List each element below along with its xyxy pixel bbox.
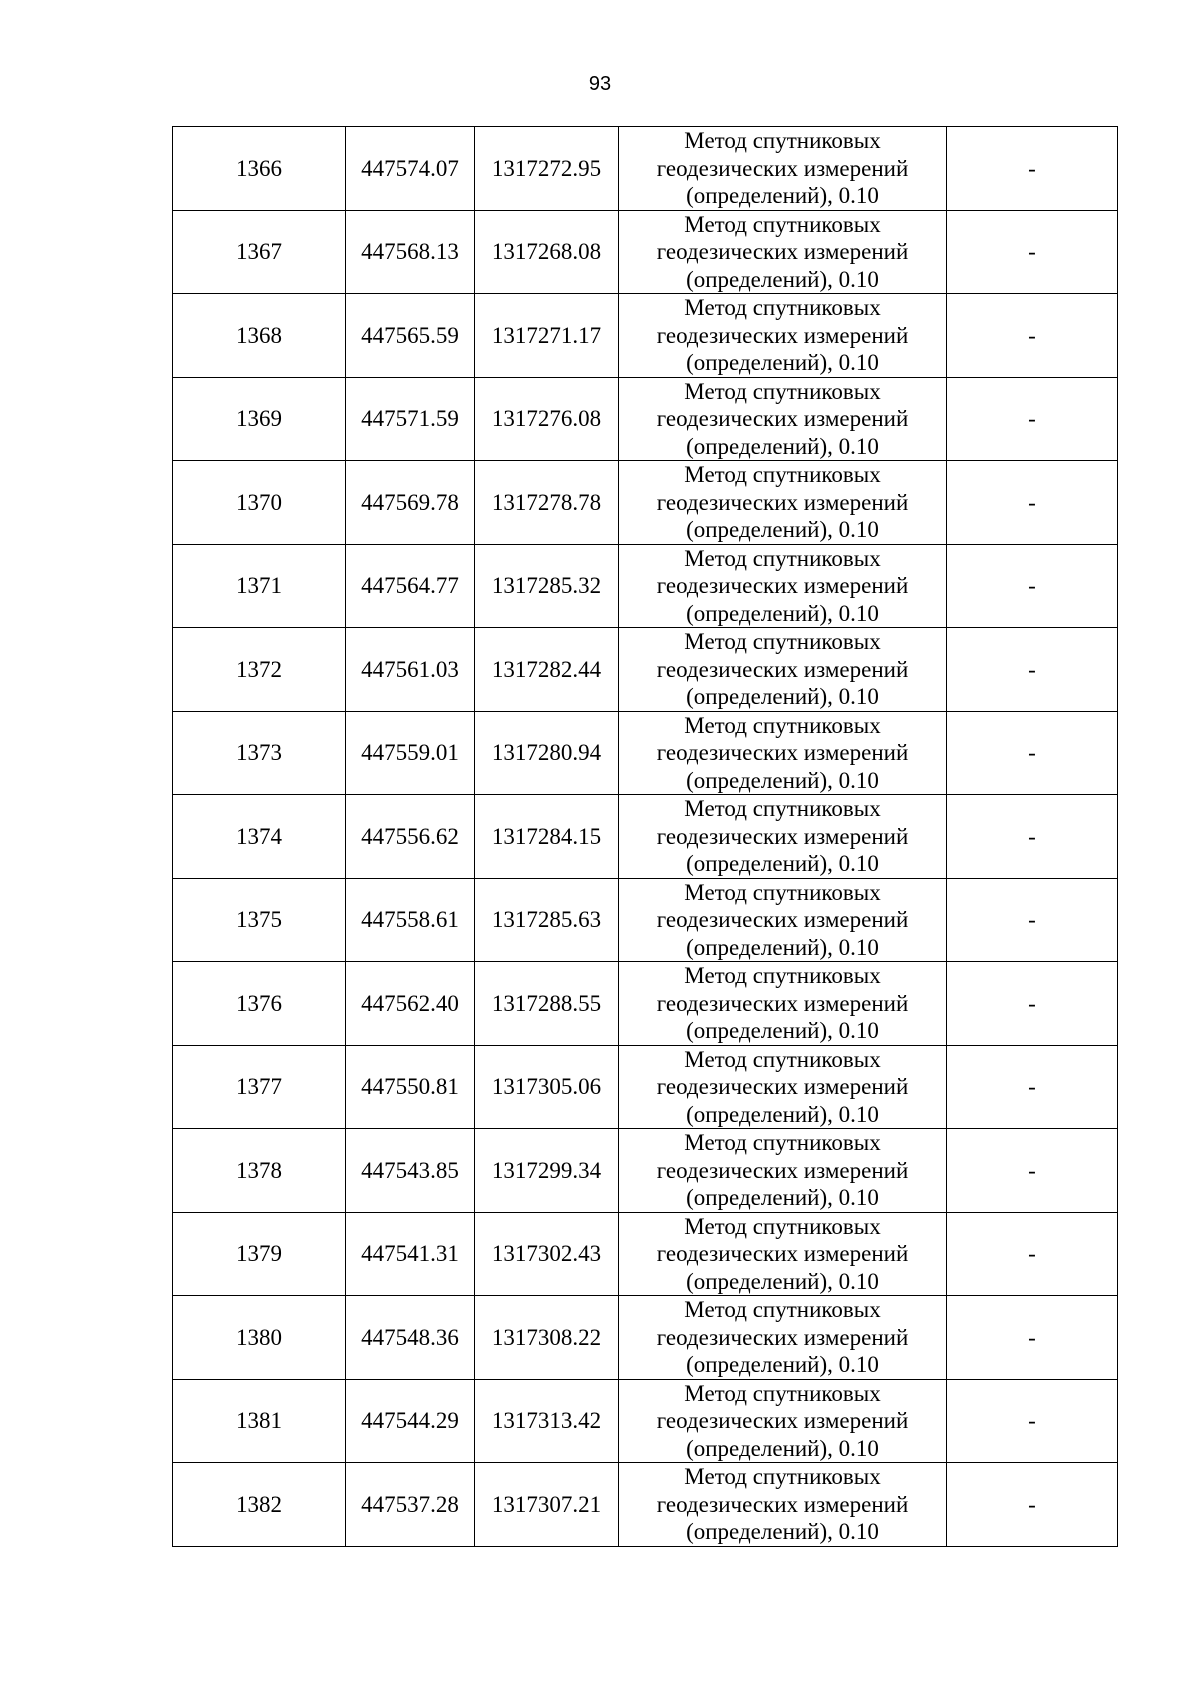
- method-text-line: геодезических измерений: [656, 656, 909, 682]
- method-text-line: геодезических измерений: [656, 907, 909, 932]
- note-cell: -: [947, 377, 1118, 461]
- y-coordinate-cell: 1317278.78: [475, 461, 619, 545]
- note-cell: -: [947, 210, 1118, 294]
- note-cell: -: [947, 1379, 1118, 1463]
- table-row: [173, 795, 1118, 879]
- point-number-cell: 1376: [173, 962, 346, 1046]
- y-coordinate-cell: 1317285.63: [475, 878, 619, 962]
- note-cell: -: [947, 795, 1118, 879]
- x-coordinate-cell: 447543.85: [346, 1129, 475, 1213]
- method-text-line: геодезических измерений: [656, 1241, 909, 1266]
- y-coordinate-cell: 1317284.15: [475, 795, 619, 879]
- note-cell: -: [947, 461, 1118, 545]
- method-text-line: геодезических измерений: [656, 740, 909, 765]
- method-cell: [619, 878, 947, 962]
- coordinates-table: [172, 126, 1118, 1547]
- table-row: [173, 1129, 1118, 1213]
- y-coordinate-cell: 1317308.22: [475, 1296, 619, 1380]
- table-row: [173, 210, 1118, 294]
- method-text-line: геодезических измерений: [656, 322, 909, 348]
- x-coordinate-cell: 447548.36: [346, 1296, 475, 1380]
- y-coordinate-cell: 1317299.34: [475, 1129, 619, 1213]
- point-number-cell: 1371: [173, 544, 346, 628]
- method-text-line: геодезических измерений: [656, 1491, 909, 1517]
- method-text-line: (определений), 0.10: [686, 266, 879, 292]
- x-coordinate-cell: 447564.77: [346, 544, 475, 628]
- table-row: [173, 1212, 1118, 1296]
- method-text-line: геодезических измерений: [656, 155, 909, 181]
- point-number-cell: 1375: [173, 878, 346, 962]
- method-cell: [619, 962, 947, 1046]
- method-cell: [619, 1212, 947, 1296]
- table-row: [173, 1296, 1118, 1380]
- note-cell: -: [947, 711, 1118, 795]
- table-row: [173, 294, 1118, 378]
- method-cell: [619, 795, 947, 879]
- point-number-cell: 1370: [173, 461, 346, 545]
- y-coordinate-cell: 1317268.08: [475, 210, 619, 294]
- method-text-line: (определений), 0.10: [686, 1018, 879, 1043]
- note-cell: -: [947, 1463, 1118, 1547]
- table-row: [173, 377, 1118, 461]
- method-cell: [619, 1379, 947, 1463]
- x-coordinate-cell: 447565.59: [346, 294, 475, 378]
- note-cell: -: [947, 1129, 1118, 1213]
- x-coordinate-cell: 447559.01: [346, 711, 475, 795]
- y-coordinate-cell: 1317302.43: [475, 1212, 619, 1296]
- table-row: [173, 1379, 1118, 1463]
- method-text-line: (определений), 0.10: [686, 1101, 879, 1127]
- method-text-line: Метод спутниковых: [684, 963, 881, 988]
- note-cell: -: [947, 1296, 1118, 1380]
- x-coordinate-cell: 447550.81: [346, 1045, 475, 1129]
- point-number-cell: 1374: [173, 795, 346, 879]
- point-number-cell: 1368: [173, 294, 346, 378]
- x-coordinate-cell: 447561.03: [346, 628, 475, 712]
- method-text-line: геодезических измерений: [656, 990, 909, 1016]
- method-text-line: Метод спутниковых: [684, 879, 881, 905]
- method-text-line: (определений), 0.10: [686, 1352, 879, 1377]
- method-text-line: (определений), 0.10: [686, 767, 879, 793]
- method-cell: [619, 544, 947, 628]
- y-coordinate-cell: 1317307.21: [475, 1463, 619, 1547]
- point-number-cell: 1382: [173, 1463, 346, 1547]
- point-number-cell: 1379: [173, 1212, 346, 1296]
- method-text-line: (определений), 0.10: [686, 934, 879, 960]
- method-text-line: (определений), 0.10: [686, 1435, 879, 1461]
- note-cell: -: [947, 878, 1118, 962]
- x-coordinate-cell: 447558.61: [346, 878, 475, 962]
- table-row: [173, 1045, 1118, 1129]
- table-row: [173, 544, 1118, 628]
- y-coordinate-cell: 1317305.06: [475, 1045, 619, 1129]
- method-text-line: Метод спутниковых: [684, 295, 881, 320]
- method-cell: [619, 294, 947, 378]
- method-cell: [619, 1129, 947, 1213]
- note-cell: -: [947, 544, 1118, 628]
- point-number-cell: 1381: [173, 1379, 346, 1463]
- method-text-line: геодезических измерений: [656, 1408, 909, 1433]
- method-text-line: геодезических измерений: [656, 406, 909, 431]
- method-text-line: Метод спутниковых: [684, 1380, 881, 1406]
- method-text-line: (определений), 0.10: [686, 1185, 879, 1210]
- y-coordinate-cell: 1317313.42: [475, 1379, 619, 1463]
- y-coordinate-cell: 1317272.95: [475, 127, 619, 211]
- method-text-line: геодезических измерений: [656, 489, 909, 515]
- method-text-line: (определений), 0.10: [686, 183, 879, 208]
- point-number-cell: 1378: [173, 1129, 346, 1213]
- method-text-line: Метод спутниковых: [684, 1464, 881, 1489]
- method-text-line: Метод спутниковых: [684, 128, 881, 153]
- table-row: [173, 1463, 1118, 1547]
- table-row: [173, 461, 1118, 545]
- method-cell: [619, 711, 947, 795]
- note-cell: -: [947, 1212, 1118, 1296]
- point-number-cell: 1377: [173, 1045, 346, 1129]
- method-text-line: Метод спутниковых: [684, 462, 881, 487]
- method-text-line: Метод спутниковых: [684, 796, 881, 821]
- method-text-line: (определений), 0.10: [686, 517, 879, 542]
- method-text-line: Метод спутниковых: [684, 378, 881, 404]
- table-row: [173, 962, 1118, 1046]
- x-coordinate-cell: 447568.13: [346, 210, 475, 294]
- method-text-line: (определений), 0.10: [686, 851, 879, 876]
- method-text-line: геодезических измерений: [656, 823, 909, 849]
- method-text-line: Метод спутниковых: [684, 712, 881, 738]
- method-text-line: геодезических измерений: [656, 573, 909, 598]
- method-text-line: геодезических измерений: [656, 239, 909, 264]
- method-text-line: Метод спутниковых: [684, 1297, 881, 1322]
- table-row: [173, 878, 1118, 962]
- method-text-line: (определений), 0.10: [686, 1268, 879, 1294]
- note-cell: -: [947, 962, 1118, 1046]
- x-coordinate-cell: 447541.31: [346, 1212, 475, 1296]
- x-coordinate-cell: 447562.40: [346, 962, 475, 1046]
- note-cell: -: [947, 1045, 1118, 1129]
- method-text-line: Метод спутниковых: [684, 545, 881, 571]
- method-text-line: Метод спутниковых: [684, 1130, 881, 1155]
- method-text-line: Метод спутниковых: [684, 1213, 881, 1239]
- point-number-cell: 1369: [173, 377, 346, 461]
- x-coordinate-cell: 447556.62: [346, 795, 475, 879]
- y-coordinate-cell: 1317271.17: [475, 294, 619, 378]
- coordinates-table-body: [173, 127, 1118, 1547]
- table-row: [173, 711, 1118, 795]
- method-text-line: Метод спутниковых: [684, 629, 881, 654]
- method-cell: [619, 461, 947, 545]
- point-number-cell: 1373: [173, 711, 346, 795]
- method-cell: [619, 210, 947, 294]
- method-text-line: Метод спутниковых: [684, 211, 881, 237]
- method-text-line: (определений), 0.10: [686, 433, 879, 459]
- x-coordinate-cell: 447544.29: [346, 1379, 475, 1463]
- method-cell: [619, 1045, 947, 1129]
- method-text-line: Метод спутниковых: [684, 1046, 881, 1072]
- method-text-line: (определений), 0.10: [686, 350, 879, 375]
- method-cell: [619, 127, 947, 211]
- method-text-line: геодезических измерений: [656, 1157, 909, 1183]
- method-cell: [619, 377, 947, 461]
- x-coordinate-cell: 447537.28: [346, 1463, 475, 1547]
- point-number-cell: 1366: [173, 127, 346, 211]
- method-text-line: (определений), 0.10: [686, 684, 879, 709]
- note-cell: -: [947, 628, 1118, 712]
- point-number-cell: 1380: [173, 1296, 346, 1380]
- y-coordinate-cell: 1317276.08: [475, 377, 619, 461]
- method-cell: [619, 628, 947, 712]
- point-number-cell: 1372: [173, 628, 346, 712]
- method-text-line: (определений), 0.10: [686, 600, 879, 626]
- y-coordinate-cell: 1317282.44: [475, 628, 619, 712]
- method-text-line: геодезических измерений: [656, 1074, 909, 1099]
- x-coordinate-cell: 447574.07: [346, 127, 475, 211]
- point-number-cell: 1367: [173, 210, 346, 294]
- y-coordinate-cell: 1317288.55: [475, 962, 619, 1046]
- note-cell: -: [947, 294, 1118, 378]
- y-coordinate-cell: 1317280.94: [475, 711, 619, 795]
- x-coordinate-cell: 447571.59: [346, 377, 475, 461]
- y-coordinate-cell: 1317285.32: [475, 544, 619, 628]
- method-text-line: (определений), 0.10: [686, 1519, 879, 1544]
- page-number: 93: [588, 73, 612, 95]
- method-text-line: геодезических измерений: [656, 1324, 909, 1350]
- x-coordinate-cell: 447569.78: [346, 461, 475, 545]
- table-row: [173, 127, 1118, 211]
- method-cell: [619, 1463, 947, 1547]
- table-row: [173, 628, 1118, 712]
- method-cell: [619, 1296, 947, 1380]
- note-cell: -: [947, 127, 1118, 211]
